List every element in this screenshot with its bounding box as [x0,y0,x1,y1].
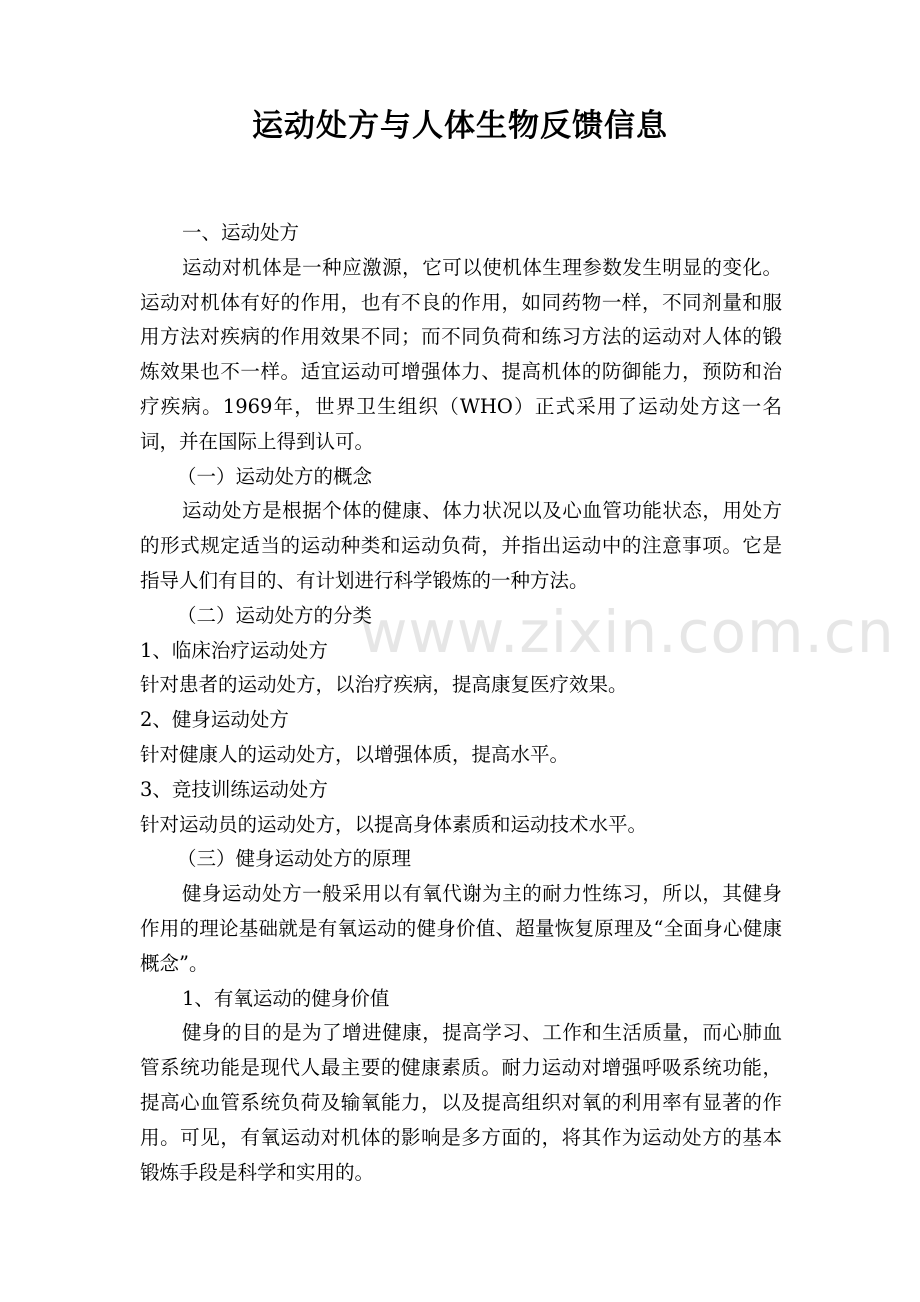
paragraph-principle: 健身运动处方一般采用以有氧代谢为主的耐力性练习，所以，其健身作用的理论基础就是有氧运动的健身价值、超量恢复原理及“全面身心健康概念”。 [140,882,782,975]
subsection-heading-classification: （二）运动处方的分类 [177,603,373,627]
paragraph-concept: 运动处方是根据个体的健康、体力状况以及心血管功能状态，用处方的形式规定适当的运动种类和运动负荷，并指出运动中的注意事项。它是指导人们有目的、有计划进行科学锻炼的一种方法。 [140,499,782,592]
list-heading-fitness: 2、健身运动处方 [140,708,289,732]
paragraph-competitive: 针对运动员的运动处方，以提高身体素质和运动技术水平。 [140,812,648,836]
watermark: www.zixin.com.cn [360,598,895,666]
subsection-heading-principle: （三）健身运动处方的原理 [177,847,412,871]
section-heading-1: 一、运动处方 [182,221,300,244]
list-heading-aerobic: 1、有氧运动的健身价值 [182,986,390,1010]
document-title: 运动处方与人体生物反馈信息 [252,108,668,144]
paragraph-fitness: 针对健康人的运动处方，以增强体质，提高水平。 [140,742,570,766]
paragraph-clinical: 针对患者的运动处方，以治疗疾病，提高康复医疗效果。 [140,673,628,697]
subsection-heading-concept: （一）运动处方的概念 [177,464,373,488]
paragraph-aerobic: 健身的目的是为了增进健康，提高学习、工作和生活质量，而心肺血管系统功能是现代人最主要的健康素质。耐力运动对增强呼吸系统功能，提高心血管系统负荷及输氧能力，以及提高组织对氧的利用率有显著的作用。可见，有氧运动对机体的影响是多方面的，将其作为运动处方的基本锻炼手段是科学和实用的。 [140,1021,782,1184]
list-heading-clinical: 1、临床治疗运动处方 [140,638,328,662]
paragraph-intro: 运动对机体是一种应激源，它可以使机体生理参数发生明显的变化。运动对机体有好的作用，也有不良的作用，如同药物一样，不同剂量和服用方法对疾病的作用效果不同；而不同负荷和练习方法的运动对人体的锻炼效果也不一样。适宜运动可增强体力、提高机体的防御能力，预防和治疗疾病。1969年，世界卫生组织（WHO）正式采用了运动处方这一名词，并在国际上得到认可。 [140,255,782,453]
list-heading-competitive: 3、竞技训练运动处方 [140,777,328,801]
document-body [140,216,782,1190]
